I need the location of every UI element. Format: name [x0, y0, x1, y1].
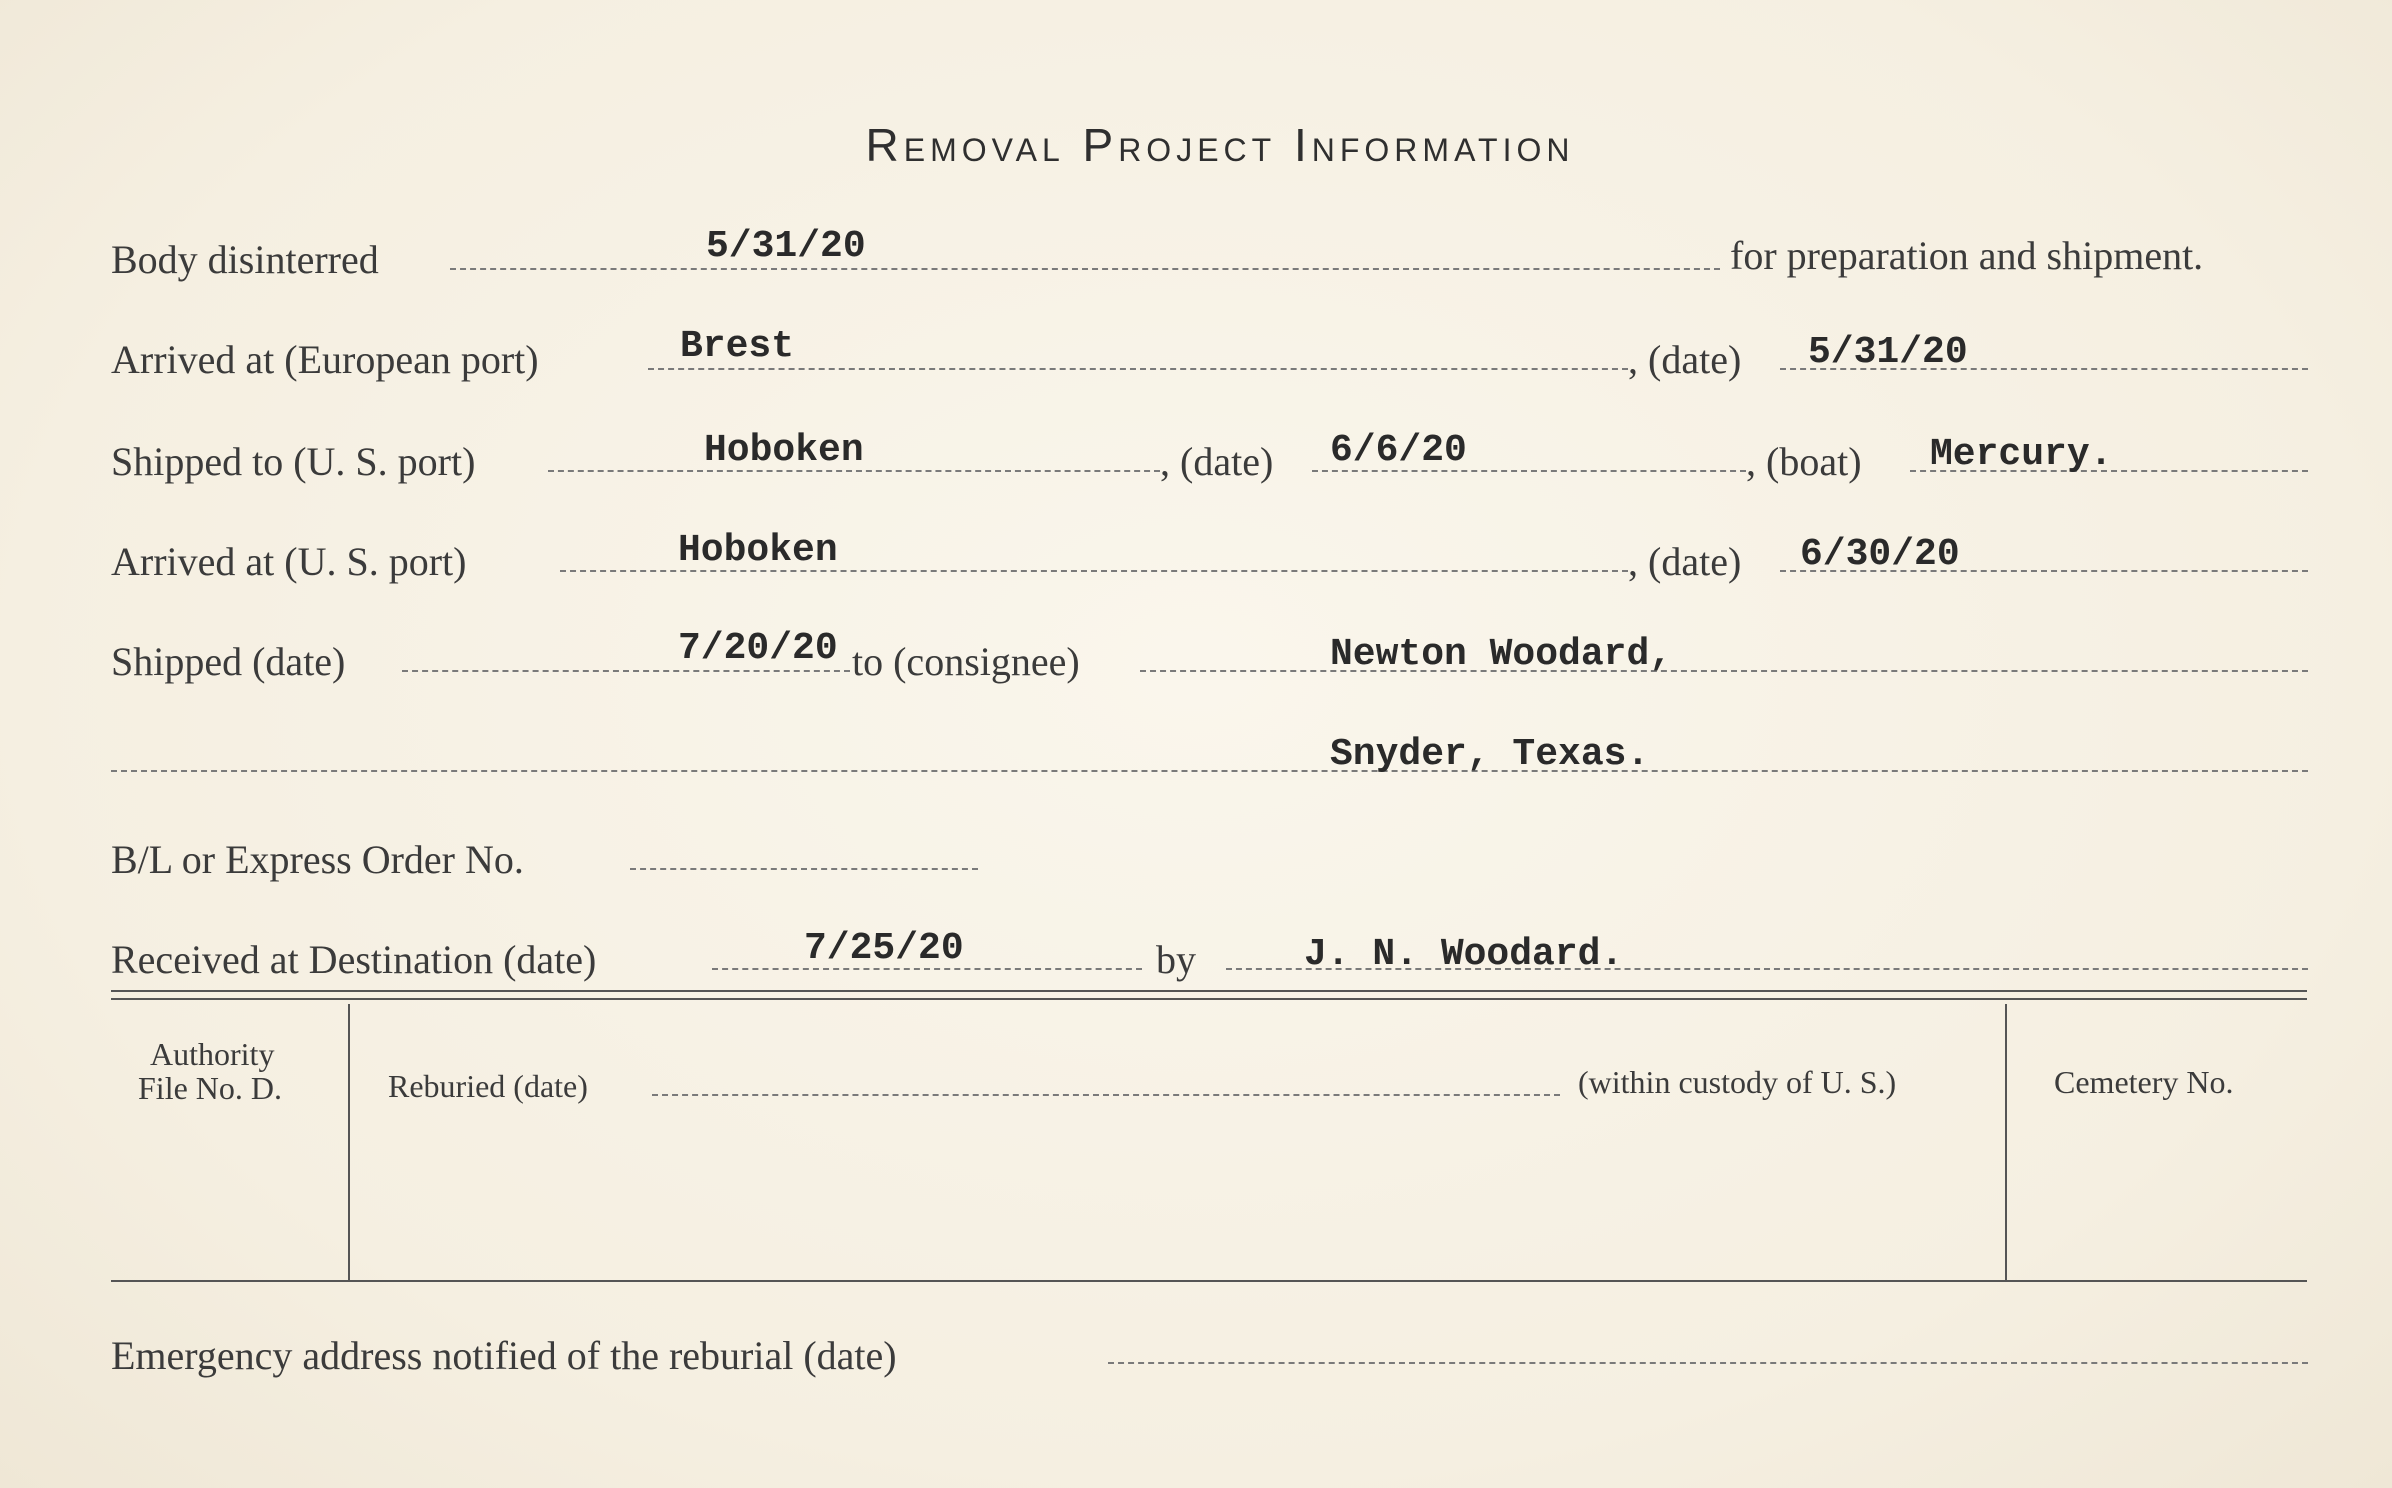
- custody-label: (within custody of U. S.): [1578, 1064, 1897, 1100]
- box-bottom-rule: [111, 1280, 2307, 1282]
- box-top-rule-1: [111, 990, 2307, 992]
- us-arrived-date-value: 6/30/20: [1800, 533, 1960, 576]
- received-by-label: by: [1156, 937, 1196, 982]
- received-destination-label: Received at Destination (date): [111, 937, 597, 982]
- shipped-date-line: [402, 670, 850, 672]
- boat-label: , (boat): [1746, 439, 1862, 484]
- reburied-line: [652, 1094, 1560, 1096]
- us-port-shipped-label: Shipped to (U. S. port): [111, 439, 476, 484]
- european-port-line: [648, 368, 1628, 370]
- european-date-label: , (date): [1628, 337, 1742, 382]
- us-port-arrived-value: Hoboken: [678, 529, 838, 572]
- shipped-date-value: 7/20/20: [678, 627, 838, 670]
- emergency-label: Emergency address notified of the reburial (date): [111, 1333, 897, 1378]
- box-top-rule-2: [111, 998, 2307, 1000]
- body-disinterred-suffix: for preparation and shipment.: [1730, 233, 2204, 278]
- consignee-continuation-line: [111, 770, 2308, 772]
- body-disinterred-value: 5/31/20: [706, 225, 866, 268]
- box-divider-right: [2005, 1004, 2007, 1280]
- body-disinterred-line: [450, 268, 1720, 270]
- authority-label: Authority: [150, 1036, 275, 1072]
- us-port-arrived-label: Arrived at (U. S. port): [111, 539, 467, 584]
- us-shipped-date-label: , (date): [1160, 439, 1274, 484]
- european-date-value: 5/31/20: [1808, 331, 1968, 374]
- received-by-value: J. N. Woodard.: [1304, 933, 1624, 976]
- consignee-line: [1140, 670, 2308, 672]
- european-port-label: Arrived at (European port): [111, 337, 539, 382]
- boat-value: Mercury.: [1930, 433, 2113, 476]
- european-port-value: Brest: [680, 325, 795, 368]
- body-disinterred-label: Body disinterred: [111, 237, 379, 282]
- consignee-value-line1: Newton Woodard,: [1330, 633, 1673, 676]
- consignee-value-line2: Snyder, Texas.: [1330, 733, 1650, 776]
- card-title: Removal Project Information: [865, 119, 1575, 171]
- us-shipped-date-value: 6/6/20: [1330, 429, 1467, 472]
- emergency-line: [1108, 1362, 2308, 1364]
- reburied-label: Reburied (date): [388, 1068, 588, 1104]
- file-no-label: File No. D.: [138, 1070, 282, 1106]
- us-arrived-date-label: , (date): [1628, 539, 1742, 584]
- consignee-label: to (consignee): [852, 639, 1080, 684]
- us-port-shipped-value: Hoboken: [704, 429, 864, 472]
- bl-order-line: [630, 868, 978, 870]
- box-divider-left: [348, 1004, 350, 1280]
- shipped-date-label: Shipped (date): [111, 639, 346, 684]
- cemetery-no-label: Cemetery No.: [2054, 1064, 2234, 1100]
- bl-order-label: B/L or Express Order No.: [111, 837, 524, 882]
- received-date-value: 7/25/20: [804, 927, 964, 970]
